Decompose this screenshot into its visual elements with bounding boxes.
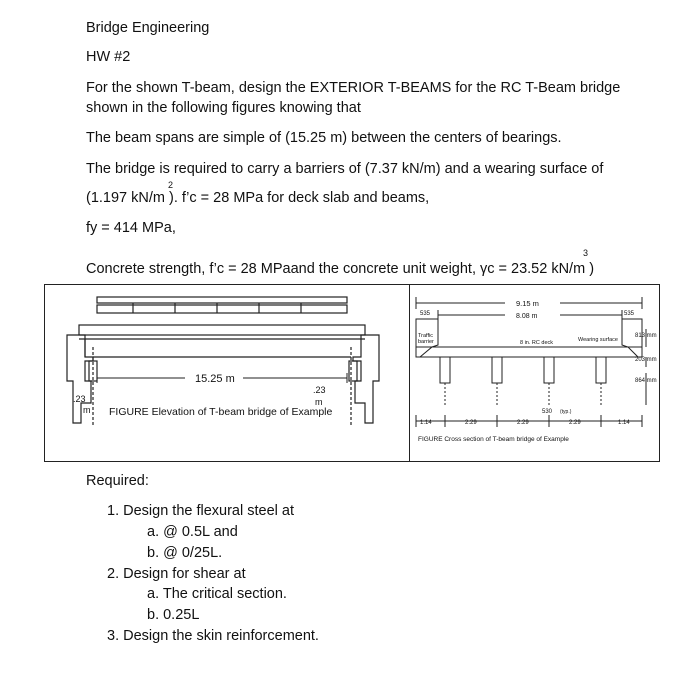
cross-section-caption: FIGURE Cross section of T-beam bridge of Example [418,436,569,443]
left-bearing-dimension: .23 [73,394,86,404]
traffic-barrier-label-1: Traffic [418,333,433,339]
required-item-2b: b. 0.25L [147,607,200,623]
spacing-left-1-14: 1.14 [420,420,432,426]
spacing-2-29-a: 2.29 [465,420,477,426]
cross-section-figure [410,285,660,461]
elevation-figure [45,285,409,461]
dimension-813: 813 mm [635,333,657,339]
spacing-2-29-c: 2.29 [569,420,581,426]
intro-line-1: For the shown T-beam, design the EXTERIOR T-BEAMS for the RC T-Beam bridge [86,80,621,96]
span-statement: The beam spans are simple of (15.25 m) between the centers of bearings. [86,130,562,146]
spacing-2-29-b: 2.29 [517,420,529,426]
superscript-3: 3 [583,248,589,258]
elevation-caption: FIGURE Elevation of T-beam bridge of Example [109,406,333,418]
loads-line-2: (1.197 kN/m ). f’c = 28 MPa for deck slab and beams, [86,190,430,206]
loads-line-1: The bridge is required to carry a barriers of (7.37 kN/m) and a wearing surface of [86,161,604,177]
figure-panel [44,284,660,462]
required-item-1b: b. @ 0/25L. [147,545,223,561]
right-bearing-unit: m [315,397,323,407]
required-item-2a: a. The critical section. [147,586,287,602]
right-bearing-dimension: .23 [313,385,326,395]
required-item-1a: a. @ 0.5L and [147,524,238,540]
left-overhang-dimension: 535 [420,311,431,317]
dimension-864: 864 mm [635,378,657,384]
homework-number: HW #2 [86,49,131,65]
concrete-statement: Concrete strength, f’c = 28 MPaand the concrete unit weight, γc = 23.52 kN/m ) [86,261,595,277]
wearing-surface-label: Wearing surface [578,337,618,343]
required-item-1: 1. Design the flexural steel at [107,503,294,519]
required-heading: Required: [86,473,149,489]
right-overhang-dimension: 535 [624,311,635,317]
web-width-typical: (typ.) [560,409,572,415]
left-bearing-unit: m [83,405,91,415]
roadway-width-dimension: 8.08 m [516,313,538,320]
traffic-barrier-label-2: barrier [418,339,434,345]
deck-label: 8 in. RC deck [520,340,554,346]
span-dimension: 15.25 m [195,373,235,385]
web-width-dimension: 530 [542,409,553,415]
superscript-2: 2 [168,180,174,190]
spacing-right-1-14: 1.14 [618,420,630,426]
total-width-dimension: 9.15 m [516,299,539,308]
fy-statement: fy = 414 MPa, [86,220,176,236]
required-item-2: 2. Design for shear at [107,566,246,582]
document-title: Bridge Engineering [86,20,210,36]
intro-line-2: shown in the following figures knowing that [86,100,361,116]
dimension-203: 203 mm [635,357,657,363]
required-item-3: 3. Design the skin reinforcement. [107,628,319,644]
